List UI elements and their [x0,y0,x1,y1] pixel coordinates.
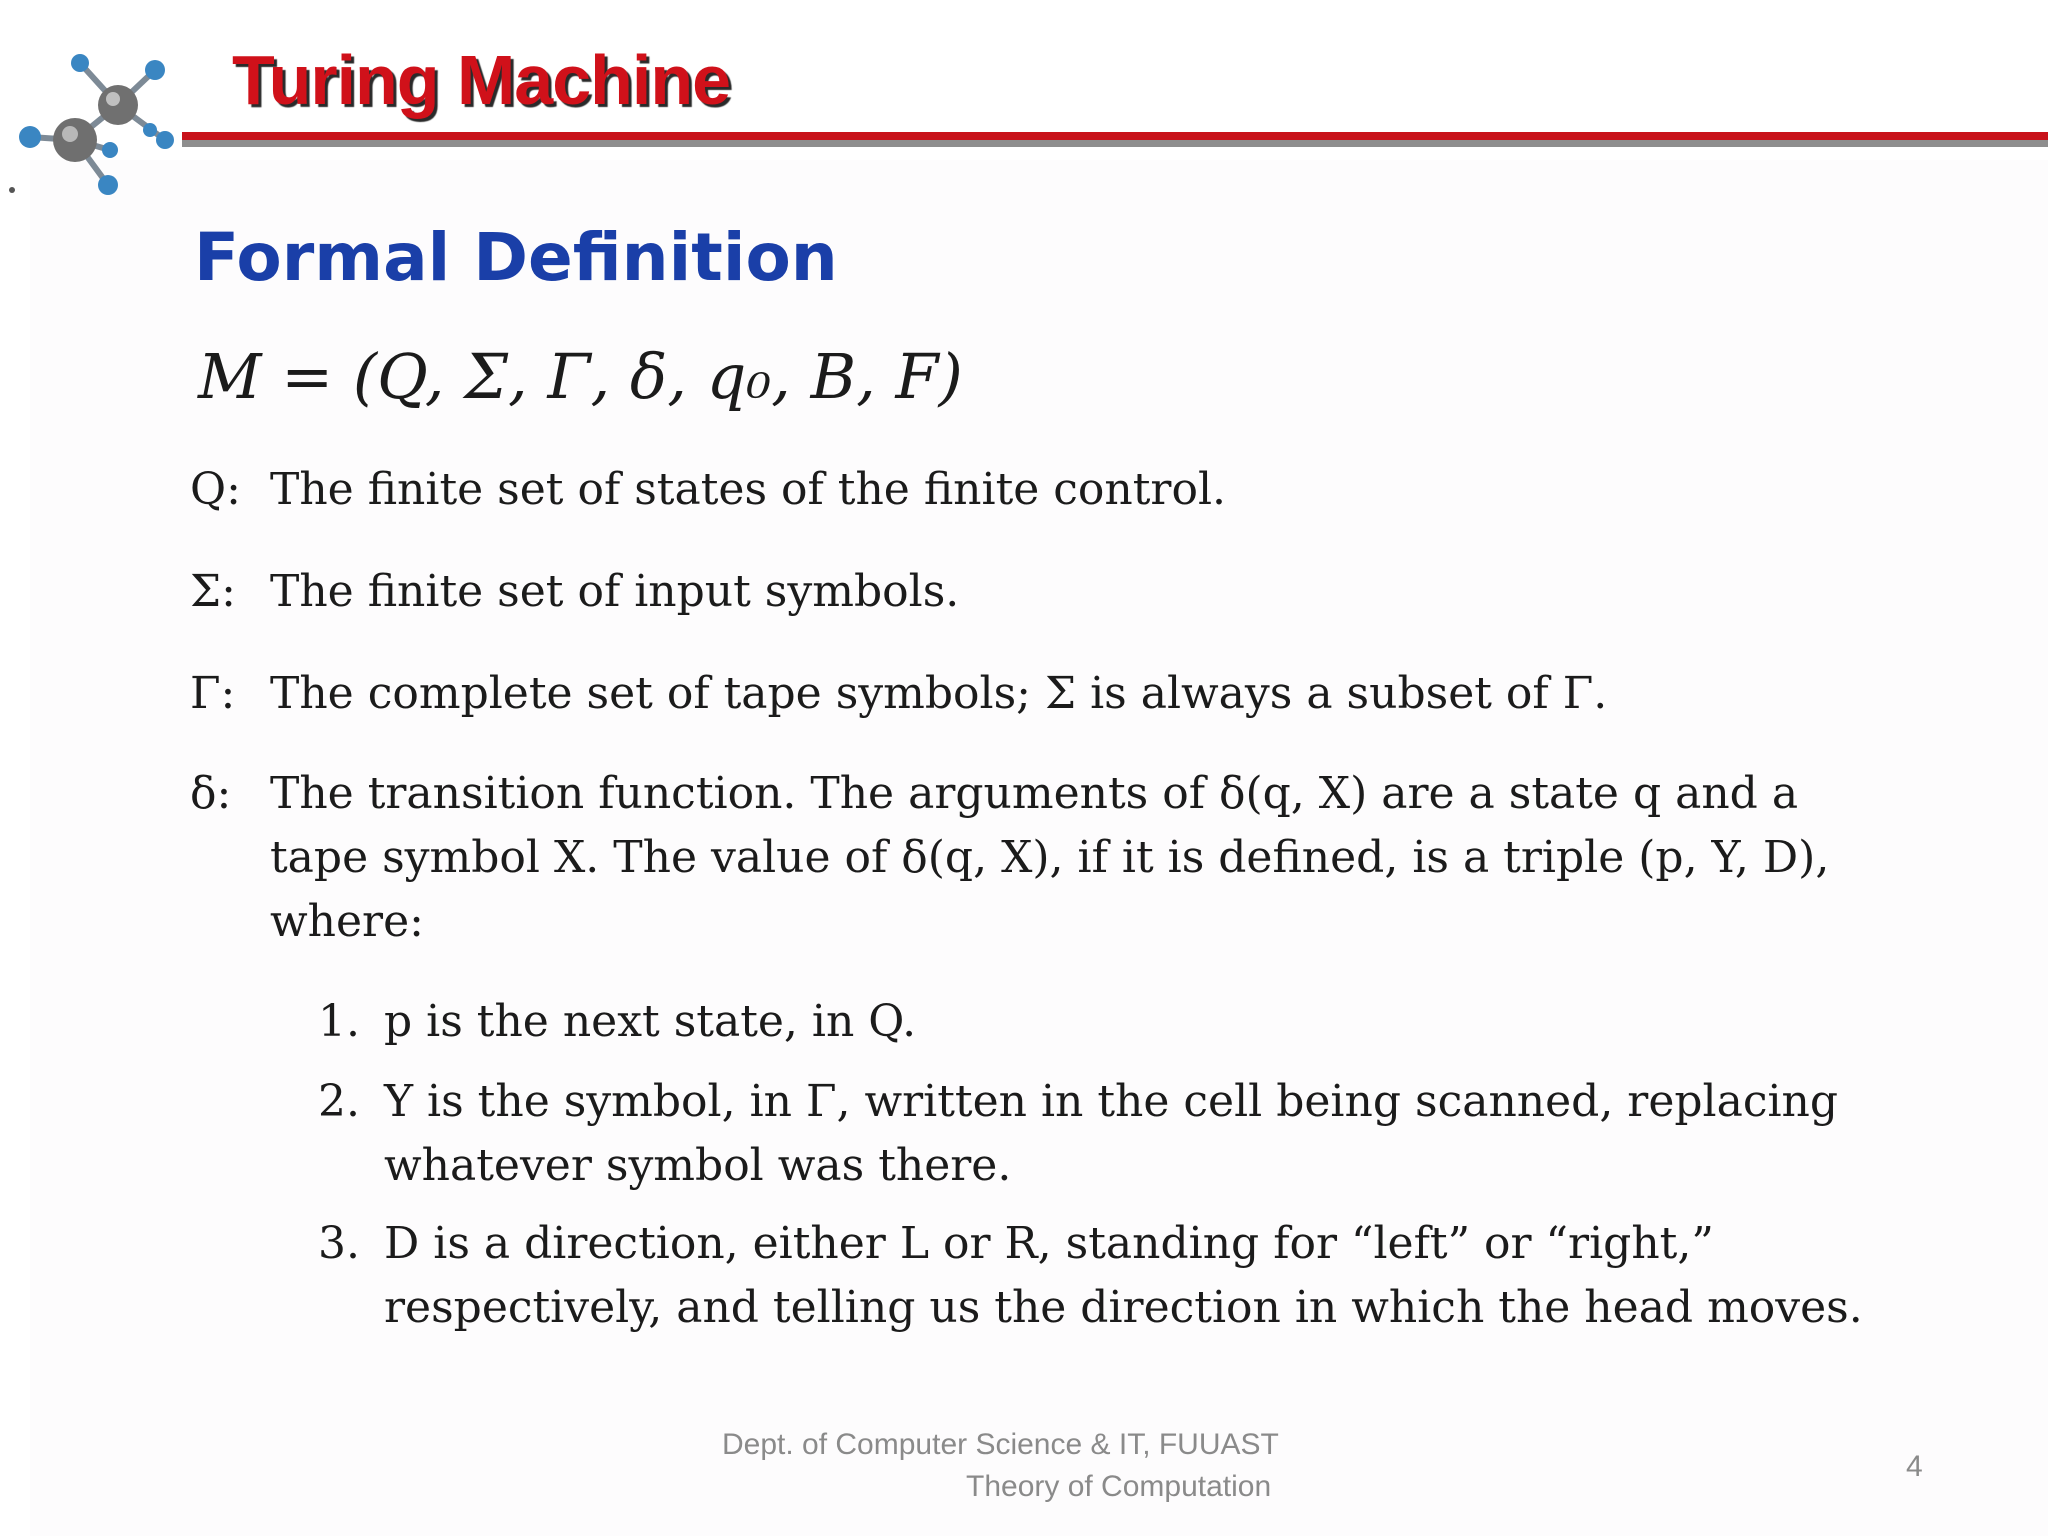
definition-symbol: Q: [190,464,241,515]
definition-text: The finite set of states of the finite control. [270,464,1227,515]
condition-item [318,1070,1839,1191]
definition-symbol: Γ: [190,668,236,719]
condition-text: p is the next state, in Q. [384,996,917,1047]
condition-number: 3. [318,1218,360,1269]
definition-item [190,762,1830,947]
definition-text: The transition function. The arguments of δ(q, X) are a state q and a tape symbol X. The value of δ(q, X), if it is defined, is a triple (p, Y, D), where: [270,768,1830,947]
condition-text: D is a direction, either L or R, standing for “left” or “right,” respectively, and telling us the direction in which the head moves. [384,1218,1863,1333]
slide-subtitle: Formal Definition [194,219,838,296]
title-rule-red [182,132,2048,140]
condition-item [318,990,917,1054]
page-number: 4 [1906,1450,1923,1483]
condition-item [318,1212,1863,1333]
definition-symbol: Σ: [190,566,236,617]
condition-number: 2. [318,1076,360,1127]
title-rule-gray [182,140,2048,147]
definition-text: The complete set of tape symbols; Σ is always a subset of Γ. [270,668,1608,719]
definition-symbol: δ: [190,768,232,819]
molecule-icon [0,45,190,210]
definition-item [190,662,1608,726]
footer-department: Dept. of Computer Science & IT, FUUAST [722,1428,1279,1461]
footer-course: Theory of Computation [966,1470,1272,1503]
definition-item [190,458,1227,522]
condition-number: 1. [318,996,360,1047]
condition-text: Y is the symbol, in Γ, written in the cell being scanned, replacing whatever symbol was there. [384,1076,1839,1191]
slide-title: Turing Machine [232,41,731,119]
definition-text: The finite set of input symbols. [270,566,960,617]
tuple-definition: M = (Q, Σ, Γ, δ, q₀, B, F) [198,340,963,413]
definition-item [190,560,960,624]
